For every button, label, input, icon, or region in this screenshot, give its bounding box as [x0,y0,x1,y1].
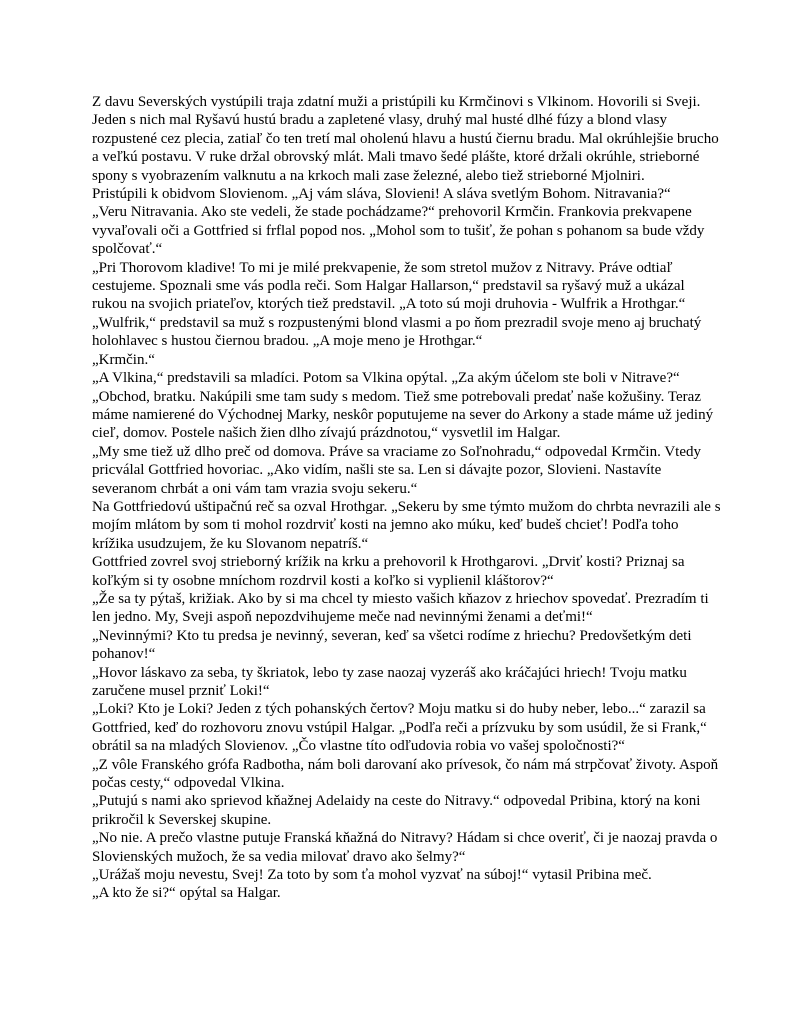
paragraph: „Hovor láskavo za seba, ty škriatok, lebo ty zase naozaj vyzeráš ako kráčajúci hriech! Tvoju matku zaručene musel przniť Loki!“ [92,664,687,699]
paragraph: „Putujú s nami ako sprievod kňažnej Adelaidy na ceste do Nitravy.“ odpovedal Pribina, ktorý na koni prikročil k Severskej skupine. [92,793,701,828]
paragraph: Pristúpili k obidvom Slovienom. „Aj vám sláva, Slovieni! A sláva svetlým Bohom. Nitravania?“ [92,186,671,203]
paragraph: „Obchod, bratku. Nakúpili sme tam sudy s medom. Tiež sme potrebovali predať naše kožušiny. Teraz máme namierené do Východnej Marky, neskôr poputujeme na sever do Arkony a stade máme už jediný cieľ, domov. Postele našich žien dlho zívajú prázdnotou,“ vysvetlil im Halgar. [92,388,714,442]
paragraph: „A Vlkina,“ predstavili sa mladíci. Potom sa Vlkina opýtal. „Za akým účelom ste boli v Nitrave?“ [92,370,680,387]
paragraph: Gottfried zovrel svoj strieborný krížik na krku a prehovoril k Hrothgarovi. „Drviť kosti? Priznaj sa koľkým si ty osobne mníchom rozdrvil kosti a koľko si vyplienil kláštorov?“ [92,554,685,589]
paragraph: „A kto že si?“ opýtal sa Halgar. [92,885,281,902]
paragraph: „Loki? Kto je Loki? Jeden z tých pohanských čertov? Moju matku si do huby neber, lebo...“ zarazil sa Gottfried, keď do rozhovoru znovu vstúpil Halgar. „Podľa reči a prízvuku by som usúdil, že si Frank,“ obrátil sa na mladých Slovienov. „Čo vlastne títo odľudovia robia vo vašej spoločnosti?“ [92,701,707,755]
paragraph: „No nie. A prečo vlastne putuje Franská kňažná do Nitravy? Hádam si chce overiť, či je naozaj pravda o Slovienských mužoch, že sa vedia milovať dravo ako šelmy?“ [92,830,718,865]
paragraph: „My sme tiež už dlho preč od domova. Práve sa vraciame zo Soľnohradu,“ odpovedal Krmčin. Vtedy pricválal Gottfried hovoriac. „Ako vidím, našli ste sa. Len si dávajte pozor, Slovieni. Nastavíte severanom chrbát a oni vám tam vrazia svoju sekeru.“ [92,443,701,497]
paragraph: „Pri Thorovom kladive! To mi je milé prekvapenie, že som stretol mužov z Nitravy. Práve odtiaľ cestujeme. Spoznali sme vás podla reči. Som Halgar Hallarson,“ predstavil sa ryšavý muž a ukázal rukou na svojich priateľov, ktorých tiež predstavil. „A toto sú moji druhovia - Wulfrik a Hrothgar.“ [92,259,686,313]
paragraph: „Wulfrik,“ predstavil sa muž s rozpustenými blond vlasmi a po ňom prezradil svoje meno aj bruchatý holohlavec s hustou čiernou bradou. „A moje meno je Hrothgar.“ [92,314,702,350]
paragraph: „Z vôle Franského grófa Radbotha, nám boli darovaní ako prívesok, čo nám má strpčovať životy. Aspoň počas cesty,“ odpovedal Vlkina. [92,756,719,792]
paragraph: „Nevinnými? Kto tu predsa je nevinný, severan, keď sa všetci rodíme z hriechu? Predovšetkým deti pohanov!“ [92,627,692,663]
paragraph: Z davu Severských vystúpili traja zdatní muži a pristúpili ku Krmčinovi s Vlkinom. Hovorili si Sveji. Jeden s nich mal Ryšavú hustú bradu a zapletené vlasy, druhý mal husté dlhé fúzy a blond vlasy rozpustené cez plecia, zatiaľ čo ten tretí mal oholenú hlavu a hustú čiernu bradu. Mal okrúhlejšie brucho a veľkú postavu. V ruke držal obrovský mlát. Mali tmavo šedé plášte, ktoré držali okrúhle, strieborné spony s vyobrazením valknutu a na krkoch mali zase železné, alebo tiež strieborné Mjolniri. [92,94,719,184]
paragraph: „Krmčin.“ [92,351,155,368]
paragraph: „Veru Nitravania. Ako ste vedeli, že stade pochádzame?“ prehovoril Krmčin. Frankovia prekvapene vyvaľovali oči a Gottfried si frflal popod nos. „Mohol som to tušiť, že pohan s pohanom sa bude vždy spolčovať.“ [92,204,705,258]
document-page [92,93,722,903]
paragraph: Na Gottfriedovú uštipačnú reč sa ozval Hrothgar. „Sekeru by sme týmto mužom do chrbta nevrazili ale s mojím mlátom by som ti mohol rozdrviť kosti na jemno ako múku, keď budeš chcieť! Podľa toho krížika usudzujem, že ku Slovanom nepatríš.“ [92,498,721,552]
paragraph: „Že sa ty pýtaš, križiak. Ako by si ma chcel ty miesto vašich kňazov z hriechov spovedať. Prezradím ti len jedno. My, Sveji aspoň nepozdvihujeme meče nad nevinnými ženami a deťmi!“ [92,590,709,626]
paragraph: „Urážaš moju nevestu, Svej! Za toto by som ťa mohol vyzvať na súboj!“ vytasil Pribina meč. [92,867,652,884]
